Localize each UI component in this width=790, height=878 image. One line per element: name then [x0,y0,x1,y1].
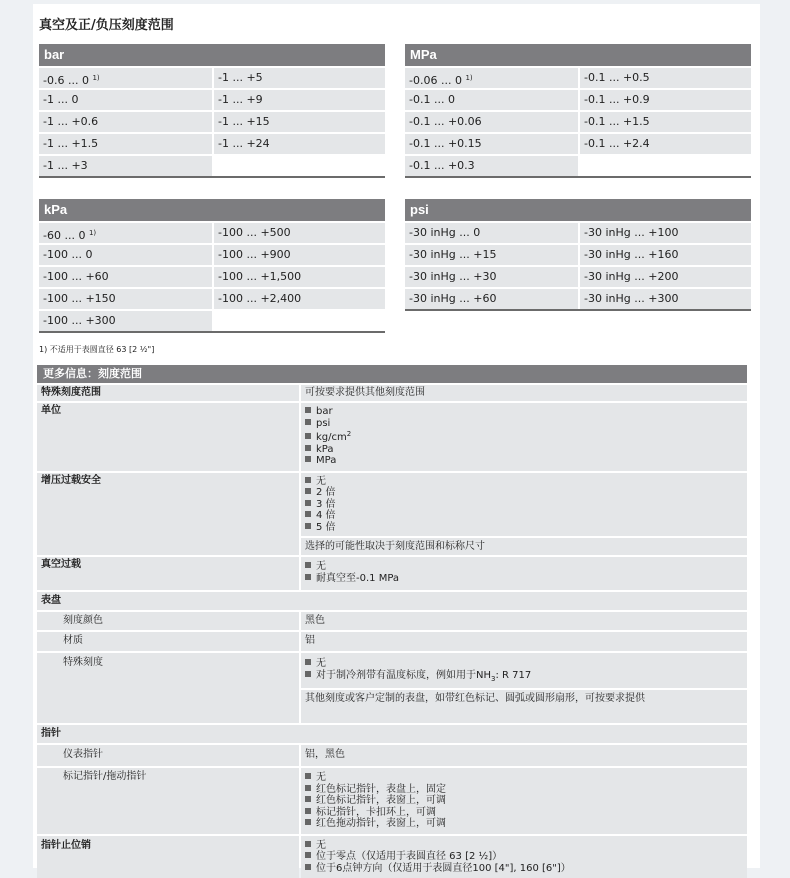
list-item: MPa [305,455,743,467]
list-item: bar [305,406,743,418]
list-item: 耐真空至-0.1 MPa [305,573,743,585]
table-cell: -0.1 ... +0.9 [578,88,751,110]
info-value: 铝 [301,632,747,651]
info-value [301,653,747,723]
table-row [405,88,751,110]
table-cell: -1 ... +5 [212,66,385,88]
table-row [405,66,751,88]
info-value [301,557,747,590]
table-cell: -1 ... +3 [39,154,212,176]
info-row-mark-pointer [37,766,747,834]
list-item: 位于6点钟方向（仅适用于表圆直径100 [4"], 160 [6"]） [305,863,743,875]
table-row [39,309,385,331]
table-cell: -100 ... +150 [39,287,212,309]
table-cell [212,309,385,331]
table-cell: -0.1 ... 0 [405,88,578,110]
info-section-label: 表盘 [37,592,747,610]
info-row-vacuum [37,555,747,590]
table-row [405,110,751,132]
table-row [405,132,751,154]
page-title: 真空及正/负压刻度范围 [39,14,174,33]
list-item: 无 [305,772,743,784]
list-item: 红色标记指针，表盘上，固定 [305,784,743,796]
table-cell: -0.1 ... +0.3 [405,154,578,176]
table-cell: -30 inHg ... +15 [405,243,578,265]
table-cell [578,154,751,176]
table-cell: -100 ... +500 [212,221,385,243]
kpa-range-table [39,199,385,333]
info-row-material [37,630,747,651]
table-cell: -30 inHg ... +30 [405,265,578,287]
list-item: 无 [305,561,743,573]
info-label: 特殊刻度 [37,653,299,723]
list-item: kPa [305,444,743,456]
info-value [301,836,747,878]
list-item: 4 倍 [305,510,743,522]
info-label: 标记指针/拖动指针 [37,768,299,834]
info-row-special-scale [37,651,747,723]
table-cell: -30 inHg ... +300 [578,287,751,309]
info-header: 更多信息：刻度范围 [37,365,747,383]
info-value: 铝，黑色 [301,745,747,766]
list-item: psi [305,418,743,430]
list-item: 红色拖动指针，表窗上，可调 [305,818,743,830]
info-row-pointer-stop [37,834,747,878]
table-row [405,265,751,287]
list-item: 位于零点（仅适用于表圆直径 63 [2 ½]） [305,851,743,863]
table-cell [212,154,385,176]
table-cell: -0.1 ... +2.4 [578,132,751,154]
footnote: 1) 不适用于表圆直径 63 [2 ½"] [39,344,154,355]
table-cell: -30 inHg ... +200 [578,265,751,287]
list-item: 无 [305,840,743,852]
table-row [405,243,751,265]
table-row [39,110,385,132]
table-cell: -30 inHg ... 0 [405,221,578,243]
footnote-mark: 1) [92,74,99,82]
footnote-mark: 1) [89,229,96,237]
subscript: 3 [491,675,495,683]
table-header: MPa [405,44,751,66]
table-row [39,287,385,309]
list-item: 红色标记指针，表窗上，可调 [305,795,743,807]
info-label: 增压过载安全 [37,473,299,556]
list-item: 对于制冷剂带有温度标度，例如用于$NH_3$: R 717 [305,670,743,686]
info-row-scale-color [37,610,747,630]
table-row [405,154,751,176]
info-row-special-range [37,383,747,401]
info-row-dial [37,590,747,610]
info-section-label: 指针 [37,725,747,743]
info-row-pointer [37,723,747,743]
info-row-overload [37,471,747,556]
table-cell: -1 ... +9 [212,88,385,110]
table-header: kPa [39,199,385,221]
table-cell: -1 ... +1.5 [39,132,212,154]
table-row [39,221,385,243]
table-row [39,88,385,110]
more-info-table [37,365,747,878]
list-item: $kg/cm^2$ [305,429,743,444]
list-item: 2 倍 [305,487,743,499]
info-note: 选择的可能性取决于刻度范围和标称尺寸 [301,536,747,553]
info-label: 材质 [37,632,299,651]
table-cell: -30 inHg ... +60 [405,287,578,309]
info-row-instrument-pointer [37,743,747,766]
info-label: 特殊刻度范围 [37,385,299,401]
table-row [39,132,385,154]
info-label: 仪表指针 [37,745,299,766]
table-cell: -0.1 ... +0.15 [405,132,578,154]
table-cell: -1 ... +0.6 [39,110,212,132]
table-row [405,221,751,243]
table-row [39,66,385,88]
table-cell: -100 ... +1,500 [212,265,385,287]
table-cell: -1 ... 0 [39,88,212,110]
table-cell: -0.6 ... 0 $^{1)}$ [39,66,212,88]
table-cell: -100 ... +2,400 [212,287,385,309]
info-label: 刻度颜色 [37,612,299,630]
table-cell: -30 inHg ... +160 [578,243,751,265]
psi-range-table [405,199,751,311]
bar-range-table [39,44,385,178]
superscript: 2 [347,430,351,438]
table-cell: -0.1 ... +1.5 [578,110,751,132]
table-cell: -60 ... 0 $^{1)}$ [39,221,212,243]
info-value [301,768,747,834]
table-cell: -0.1 ... +0.5 [578,66,751,88]
info-value: 黑色 [301,612,747,630]
table-row [405,287,751,309]
list-item: 标记指针，卡扣环上，可调 [305,807,743,819]
info-label: 真空过载 [37,557,299,590]
info-label: 指针止位销 [37,836,299,878]
table-cell: -30 inHg ... +100 [578,221,751,243]
info-note: 其他刻度或客户定制的表盘，如带红色标记、圆弧或圆形扇形，可按要求提供 [301,688,747,705]
table-cell: -100 ... +300 [39,309,212,331]
table-cell: -100 ... +60 [39,265,212,287]
info-value [301,473,747,556]
table-row [39,265,385,287]
list-item: 5 倍 [305,522,743,534]
mpa-range-table [405,44,751,178]
table-header: bar [39,44,385,66]
info-label: 单位 [37,403,299,471]
table-cell: -1 ... +24 [212,132,385,154]
list-item: 无 [305,658,743,670]
list-item: 3 倍 [305,499,743,511]
table-cell: -100 ... +900 [212,243,385,265]
datasheet-page [33,4,760,868]
table-cell: -1 ... +15 [212,110,385,132]
list-item: 无 [305,476,743,488]
table-row [39,154,385,176]
info-row-unit [37,401,747,471]
table-cell: -100 ... 0 [39,243,212,265]
info-value: 可按要求提供其他刻度范围 [301,385,747,401]
table-row [39,243,385,265]
table-header: psi [405,199,751,221]
footnote-mark: 1) [465,74,472,82]
table-cell: -0.06 ... 0 $^{1)}$ [405,66,578,88]
table-cell: -0.1 ... +0.06 [405,110,578,132]
info-value [301,403,747,471]
